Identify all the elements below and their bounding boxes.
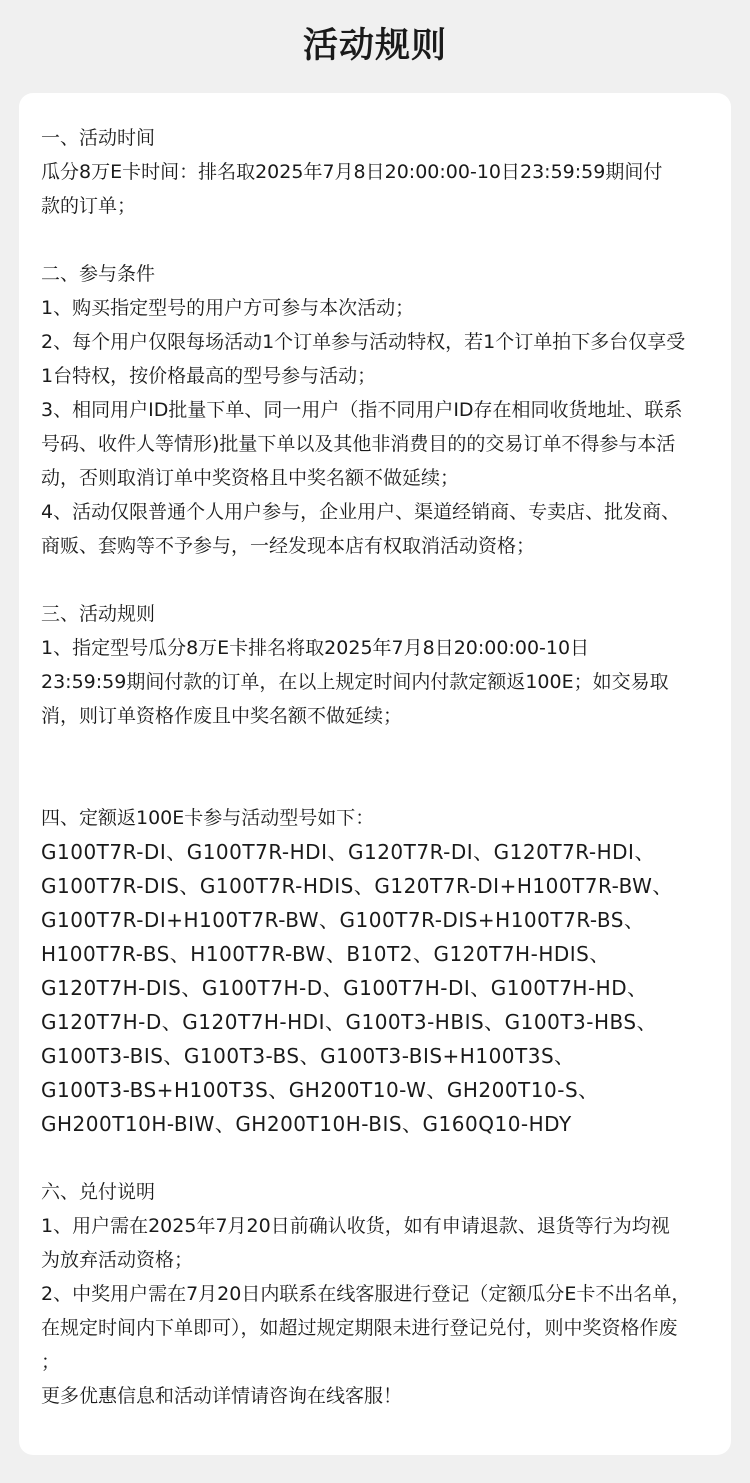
rules-card: [19, 93, 731, 1455]
section-heading: 六、兑付说明: [41, 1181, 156, 1203]
model-line: G120T7H-DIS、G100T7H-D、G100T7H-DI、G100T7H-HD、: [41, 976, 648, 1000]
model-line: G120T7H-D、G120T7H-HDI、G100T3-HBIS、G100T3-HBS、: [41, 1010, 658, 1034]
section-heading: 三、活动规则: [41, 603, 156, 625]
model-line: G100T7R-DI+H100T7R-BW、G100T7R-DIS+H100T7R-BS、: [41, 908, 645, 932]
model-line: G100T7R-DI、G100T7R-HDI、G120T7R-DI、G120T7R-HDI、: [41, 840, 655, 864]
rule-line: 消，则订单资格作废且中奖名额不做延续；: [41, 705, 403, 727]
rule-line: 在规定时间内下单即可），如超过规定期限未进行登记兑付，则中奖资格作废: [41, 1317, 678, 1339]
rule-line: 1、购买指定型号的用户方可参与本次活动；: [41, 297, 415, 319]
rule-line: 商贩、套购等不予参与，一经发现本店有权取消活动资格；: [41, 535, 536, 557]
rule-line: 号码、收件人等情形)批量下单以及其他非消费目的的交易订单不得参与本活: [41, 433, 676, 455]
rule-line: 为放弃活动资格；: [41, 1249, 194, 1271]
model-line: G100T7R-DIS、G100T7R-HDIS、G120T7R-DI+H100T7R-BW、: [41, 874, 673, 898]
model-line: GH200T10H-BIW、GH200T10H-BIS、G160Q10-HDY: [41, 1112, 572, 1136]
rule-line: 动，否则取消订单中奖资格且中奖名额不做延续；: [41, 467, 460, 489]
rule-line: 3、相同用户ID批量下单、同一用户（指不同用户ID存在相同收货地址、联系: [41, 399, 683, 421]
rule-line: 4、活动仅限普通个人用户参与，企业用户、渠道经销商、专卖店、批发商、: [41, 501, 681, 523]
rule-line: 1台特权，按价格最高的型号参与活动；: [41, 365, 377, 387]
section-heading: 一、活动时间: [41, 127, 156, 149]
section-activity-time: [41, 121, 713, 223]
section-redemption: [41, 1175, 713, 1413]
model-line: G100T3-BS+H100T3S、GH200T10-W、GH200T10-S、: [41, 1078, 599, 1102]
rule-line: 款的订单；: [41, 195, 137, 217]
section-heading: 四、定额返100E卡参与活动型号如下：: [41, 807, 375, 829]
rule-line: 2、每个用户仅限每场活动1个订单参与活动特权，若1个订单拍下多台仅享受: [41, 331, 686, 353]
rule-line: 23:59:59期间付款的订单，在以上规定时间内付款定额返100E；如交易取: [41, 671, 669, 693]
section-rules: [41, 597, 713, 733]
rule-line: ；: [41, 1351, 61, 1373]
model-line: H100T7R-BS、H100T7R-BW、B10T2、G120T7H-HDIS、: [41, 942, 610, 966]
rule-line: 1、用户需在2025年7月20日前确认收货，如有申请退款、退货等行为均视: [41, 1215, 670, 1237]
page-title: 活动规则: [302, 26, 447, 66]
rule-line: 1、指定型号瓜分8万E卡排名将取2025年7月8日20:00:00-10日: [41, 637, 590, 659]
rule-line: 更多优惠信息和活动详情请咨询在线客服！: [41, 1385, 403, 1407]
section-conditions: [41, 257, 713, 563]
model-line: G100T3-BIS、G100T3-BS、G100T3-BIS+H100T3S、: [41, 1044, 575, 1068]
rule-line: 瓜分8万E卡时间：排名取2025年7月8日20:00:00-10日23:59:59期间付: [41, 161, 663, 183]
rule-line: 2、中奖用户需在7月20日内联系在线客服进行登记（定额瓜分E卡不出名单，: [41, 1283, 691, 1305]
section-heading: 二、参与条件: [41, 263, 156, 285]
section-models: [41, 801, 713, 1141]
